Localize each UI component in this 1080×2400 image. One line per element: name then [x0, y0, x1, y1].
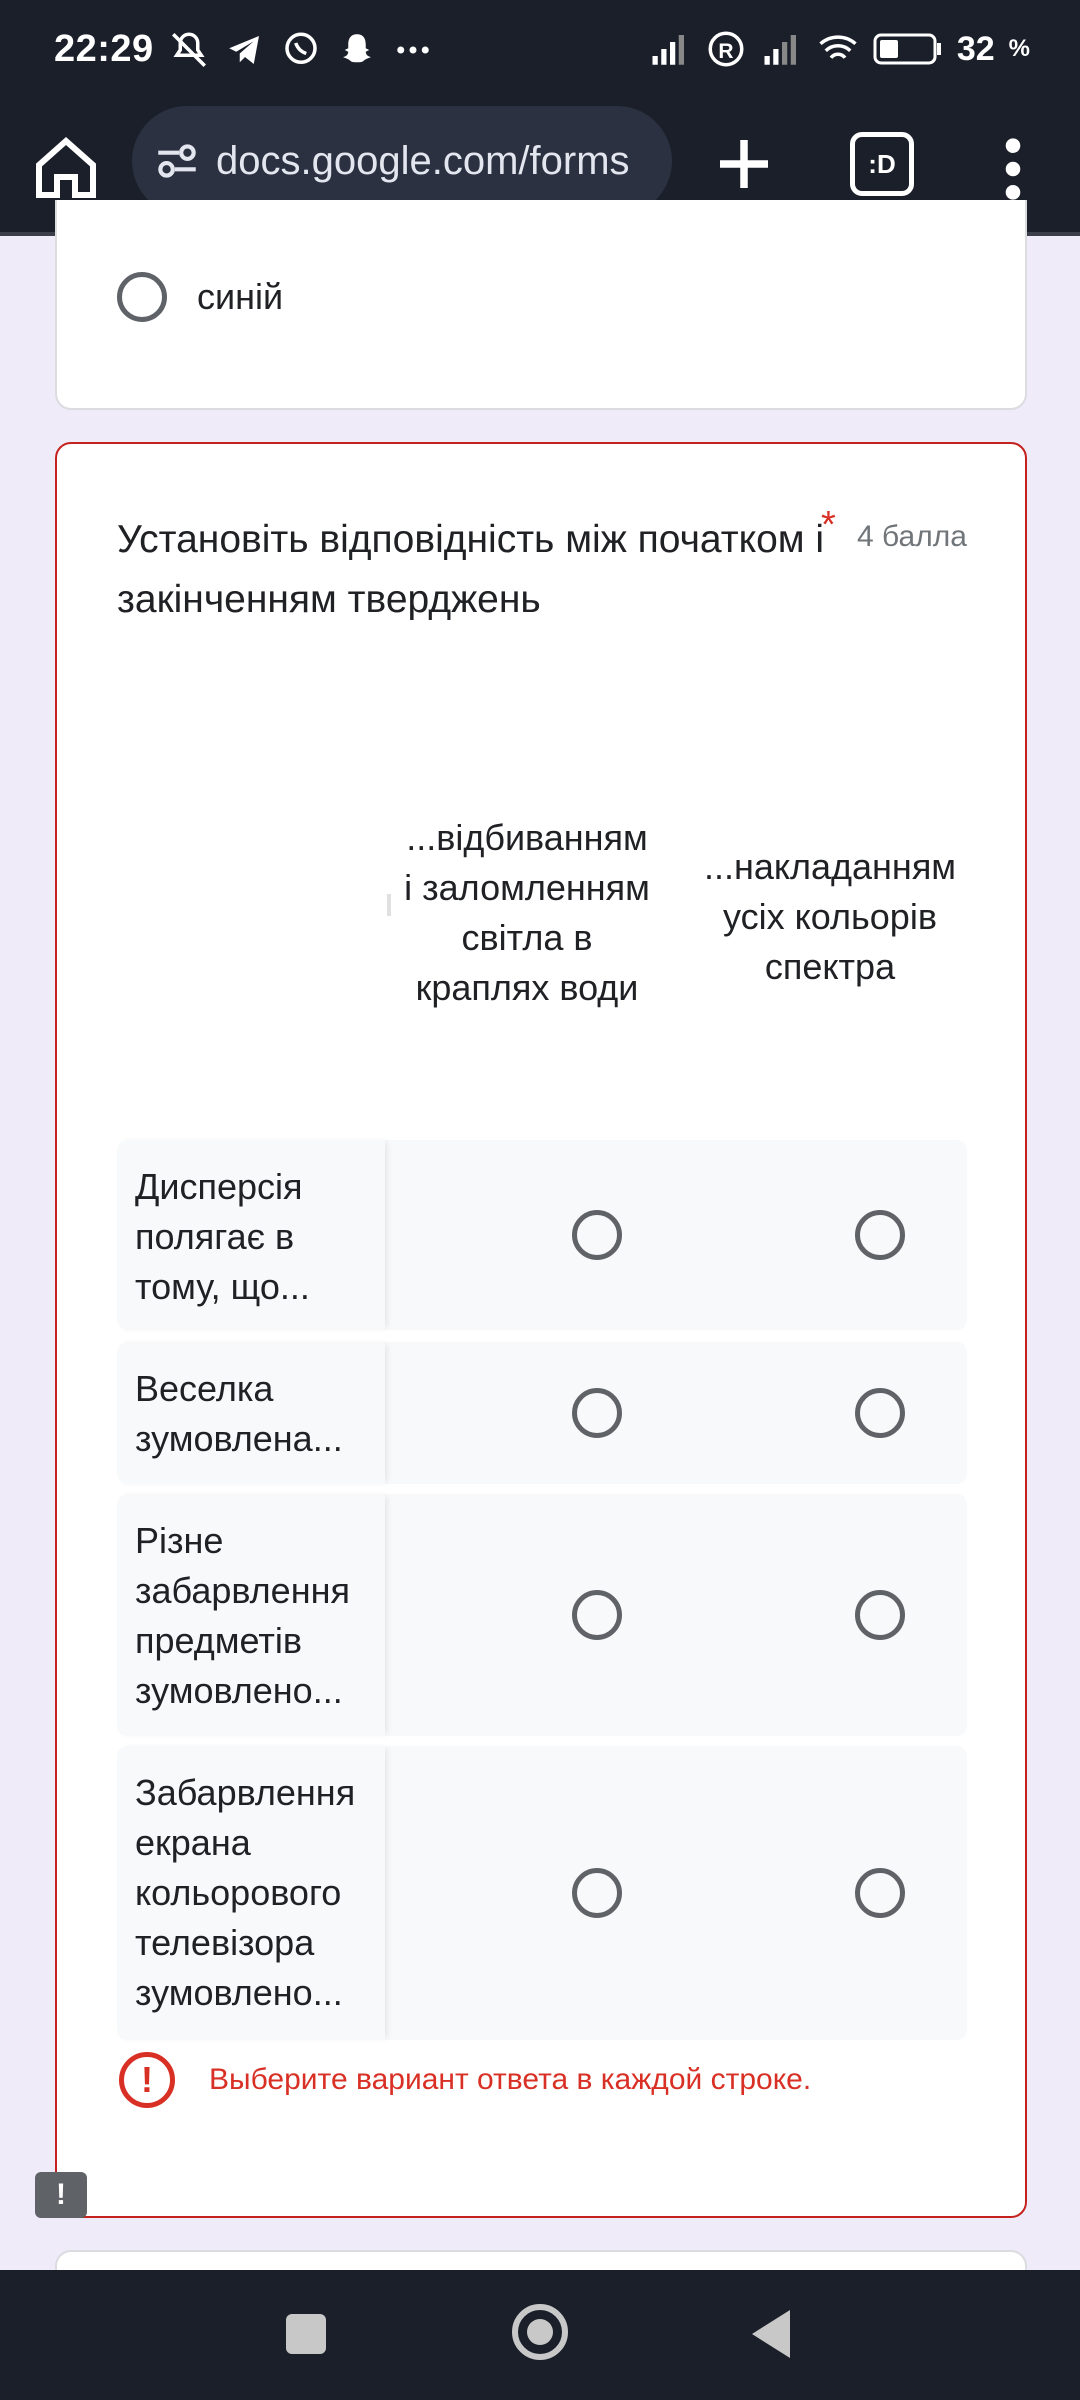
grid-radio-r2-c1[interactable]: [572, 1388, 622, 1438]
site-settings-icon[interactable]: [152, 136, 202, 186]
grid-radio-r2-c2[interactable]: [855, 1388, 905, 1438]
home-button[interactable]: [512, 2304, 568, 2360]
home-icon[interactable]: [30, 132, 102, 204]
snapchat-icon: [336, 29, 378, 71]
grid-row-2: [117, 1342, 967, 1484]
option-row[interactable]: [117, 272, 283, 322]
kebab-menu-icon[interactable]: [998, 134, 1028, 204]
signal-icon: [761, 28, 803, 70]
row-label: Веселка зумовлена...: [117, 1342, 385, 1484]
grid-row-1: [117, 1140, 967, 1330]
option-label: синій: [197, 276, 284, 317]
row-label: Різне забарвлення предметів зумовлено...: [117, 1494, 385, 1736]
question-title: Установіть відповідність між початком і закінченням тверджень: [117, 518, 825, 621]
registered-icon: [705, 28, 747, 70]
grid-row-4: [117, 1746, 967, 2040]
signal-icon: [649, 28, 691, 70]
grid-radio-r3-c1[interactable]: [572, 1590, 622, 1640]
grid-row-3: [117, 1494, 967, 1736]
required-asterisk: *: [821, 504, 836, 546]
url-text[interactable]: docs.google.com/forms: [216, 138, 630, 183]
battery-percent: 32: [956, 29, 995, 68]
new-tab-icon[interactable]: [708, 128, 780, 200]
status-bar: 22:29 R 32 %: [0, 0, 1080, 104]
recents-button[interactable]: [286, 2314, 326, 2354]
question-points: 4 балла: [857, 520, 967, 553]
viber-icon: [280, 29, 322, 71]
tab-switcher-button[interactable]: :D: [850, 132, 914, 196]
option-radio[interactable]: [117, 272, 167, 322]
grid-question-card: [55, 442, 1027, 2218]
more-dots-icon: [392, 29, 434, 71]
wifi-icon: [817, 28, 859, 70]
error-message: Выберите вариант ответа в каждой строке.: [209, 2063, 812, 2096]
svg-text:R: R: [718, 39, 734, 63]
telegram-icon: [224, 29, 266, 71]
grid-radio-r1-c2[interactable]: [855, 1210, 905, 1260]
clock: 22:29: [54, 28, 154, 70]
battery-icon: [873, 31, 943, 67]
grid-radio-r4-c1[interactable]: [572, 1868, 622, 1918]
navigation-bar: [0, 2270, 1080, 2400]
feedback-icon[interactable]: !: [35, 2172, 87, 2218]
grid-radio-r3-c2[interactable]: [855, 1590, 905, 1640]
column-divider: [387, 894, 391, 916]
row-label: Дисперсія полягає в тому, що...: [117, 1140, 385, 1330]
previous-question-card: [55, 200, 1027, 410]
column-header-2: ...накладанням усіх кольорів спектра: [703, 846, 957, 987]
validation-error: [119, 2052, 811, 2108]
grid-radio-r4-c2[interactable]: [855, 1868, 905, 1918]
column-header-1: ...відбиванням і заломленням світла в краплях води: [404, 817, 650, 1008]
mute-icon: [168, 29, 210, 71]
grid-radio-r1-c1[interactable]: [572, 1210, 622, 1260]
row-label: Забарвлення екрана кольорового телевізора зумовлено...: [117, 1746, 385, 2040]
back-button[interactable]: [752, 2310, 790, 2358]
error-icon: !: [119, 2052, 175, 2108]
